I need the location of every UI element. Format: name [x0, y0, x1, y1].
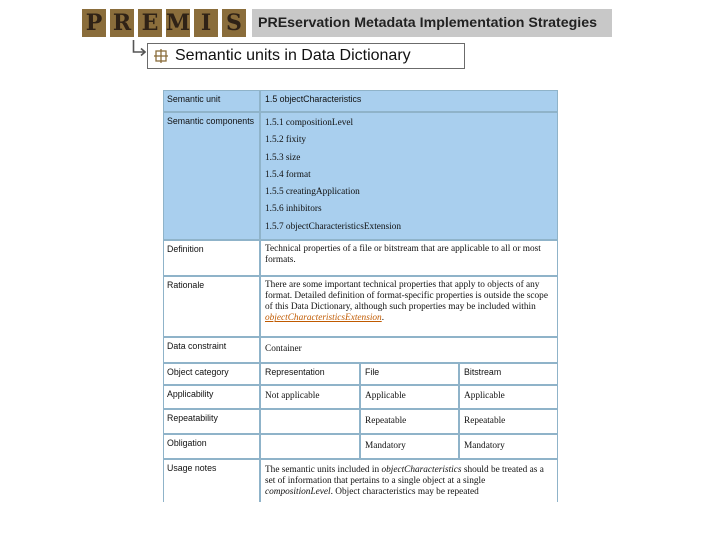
label-repeatability: Repeatability	[164, 410, 259, 433]
logo-letter-i: I	[194, 9, 218, 37]
connector-arrow-icon	[132, 40, 146, 58]
repeatability-bitstream: Repeatable	[460, 410, 557, 433]
link-object-characteristics-extension[interactable]: objectCharacteristicsExtension	[265, 313, 382, 324]
list-item: 1.5.1 compositionLevel	[265, 118, 354, 128]
list-item: 1.5.2 fixity	[265, 135, 307, 146]
list-item: 1.5.5 creatingApplication	[265, 187, 360, 198]
label-data-constraint: Data constraint	[164, 338, 259, 362]
value-definition: Technical properties of a file or bitstream that are applicable to all or most formats.	[261, 241, 557, 275]
section-title-text: Semantic units in Data Dictionary	[175, 47, 411, 64]
label-semantic-components: Semantic components	[164, 113, 259, 239]
list-item: 1.5.6 inhibitors	[265, 204, 322, 215]
list-item: 1.5.3 size	[265, 152, 301, 163]
value-semantic-components	[261, 113, 557, 239]
logo-letter-m: M	[165, 10, 191, 36]
premis-banner	[82, 9, 612, 37]
applicability-bitstream: Applicable	[460, 386, 557, 408]
header-file: File	[361, 364, 458, 384]
header-representation: Representation	[261, 364, 359, 384]
premis-logo	[82, 9, 246, 37]
bullet-cross-icon	[154, 49, 168, 63]
data-dictionary-table	[163, 90, 558, 502]
applicability-representation: Not applicable	[261, 386, 359, 408]
label-rationale: Rationale	[164, 277, 259, 336]
label-applicability: Applicability	[164, 386, 259, 408]
value-usage-notes: The semantic units included in objectCharacteristics should be treated as a set of information that pertains to a single object at a single compositionLevel. Object characteristics may be repeated	[261, 460, 557, 502]
repeatability-file: Repeatable	[361, 410, 458, 433]
header-bitstream: Bitstream	[460, 364, 557, 384]
value-data-constraint: Container	[261, 338, 557, 362]
repeatability-representation	[261, 410, 359, 433]
value-semantic-unit: 1.5 objectCharacteristics	[261, 91, 557, 111]
applicability-file: Applicable	[361, 386, 458, 408]
value-rationale: There are some important technical properties that apply to objects of any format. Detailed definition of format-specific properties is outside the scope of this Data Dictionary, although such properties may be included within objectCharacteristicsExtension.	[261, 277, 557, 336]
label-usage-notes: Usage notes	[164, 460, 259, 502]
logo-letter-r: R	[110, 9, 134, 37]
semantic-components-list	[265, 118, 553, 239]
label-obligation: Obligation	[164, 435, 259, 458]
section-title	[147, 43, 465, 69]
logo-letter-s: S	[222, 9, 246, 37]
list-item: 1.5.7 objectCharacteristicsExtension	[265, 221, 402, 232]
logo-letter-e: E	[138, 9, 162, 37]
logo-letter-p: P	[82, 9, 106, 37]
obligation-representation	[261, 435, 359, 458]
obligation-bitstream: Mandatory	[460, 435, 557, 458]
banner-title: PREservation Metadata Implementation Strategies	[252, 9, 612, 37]
list-item: 1.5.4 format	[265, 169, 311, 180]
label-object-category: Object category	[164, 364, 259, 384]
label-semantic-unit: Semantic unit	[164, 91, 259, 111]
label-definition: Definition	[164, 241, 259, 275]
obligation-file: Mandatory	[361, 435, 458, 458]
